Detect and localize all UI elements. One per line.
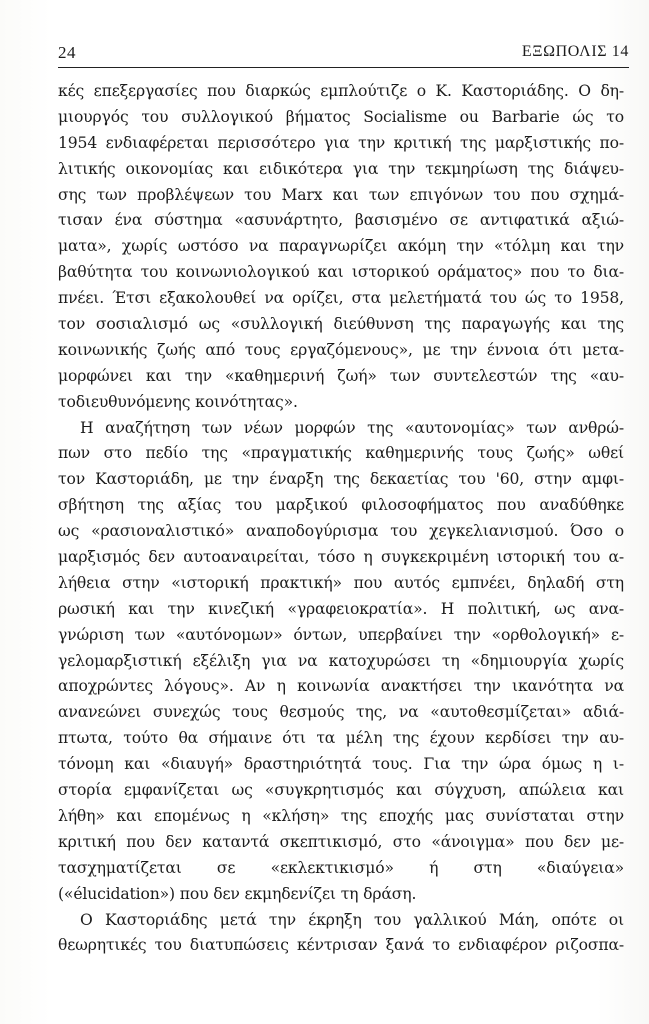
text-line: τόνομη και «διαυγή» δραστηριότητά τους. Για την ώρα όμως η ι- [58,755,624,774]
page-header [58,43,629,68]
text-line: ρωσική και την κινεζική «γραφειοκρατία». Η πολιτική, ως ανα- [58,599,624,618]
text-line: κές επεξεργασίες που διαρκώς εμπλούτιζε ο Κ. Καστοριάδης. Ο δη- [58,82,624,100]
text-line: τισαν ένα σύστημα «ασυνάρτητο, βασισμένο σε αντιφατικά αξιώ- [58,211,624,230]
text-line: σβήτηση της αξίας του μαρξικού φιλοσοφήματος που αναδύθηκε [58,496,624,515]
text-line: κοινωνικής ζωής από τους εργαζόμενους», με την έννοια ότι μετα- [58,340,624,359]
text-line: ματα», χωρίς ωστόσο να παραγνωρίζει ακόμη την «τόλμη και την [58,237,624,256]
page-number: 24 [58,43,76,62]
text-line: πνέει. Έτσι εξακολουθεί να ορίζει, στα μελετήματά του ώς το 1958, [58,289,624,308]
text-line: μορφώνει και την «καθημερινή ζωή» των συντελεστών της «αυ- [58,366,624,385]
text-line: κριτική που δεν καταντά σκεπτικισμό, στο «άνοιγμα» που δεν με- [58,832,624,851]
text-line: θεωρητικές του διατυπώσεις κέντρισαν ξανά το ενδιαφέρον ριζοσπα- [58,936,624,955]
text-line: βαθύτητα του κοινωνιολογικού και ιστορικού οράματος» που το δια- [58,263,624,282]
text-line: τον Καστοριάδη, με την έναρξη της δεκαετίας του '60, στην αμφι- [58,470,624,489]
text-line: γνώριση των «αυτόνομων» όντων, υπερβαίνει την «ορθολογική» ε- [58,625,624,644]
text-line: τον σοσιαλισμό ως «συλλογική διεύθυνση της παραγωγής και της [58,315,624,334]
text-line: πων στο πεδίο της «πραγματικής καθημερινής τους ζωής» ωθεί [58,444,624,463]
text-line: ανανεώνει συνεχώς τους θεσμούς της, να «αυτοθεσμίζεται» αδιά- [58,703,624,722]
text-line: μαρξισμός δεν αυτοαναιρείται, τόσο η συγκεκριμένη ιστορική του α- [58,548,624,567]
text-line: σης των προβλέψεων του Marx και των επιγόνων του που σχημά- [58,185,624,204]
paragraph [58,416,624,908]
text-line: γελομαρξιστική εξέλιξη για να κατοχυρώσει τη «δημιουργία χωρίς [58,651,624,670]
text-line: ως «ρασιοναλιστικό» αναποδογύρισμα του χεγκελιανισμού. Όσο ο [58,522,624,541]
text-line: Η αναζήτηση των νέων μορφών της «αυτονομίας» των ανθρώ- [80,418,624,437]
text-line: τοδιευθυνόμενης κοινότητας». [58,392,298,411]
text-line: αποχρώντες λόγους». Αν η κοινωνία ανακτήσει την ικανότητα να [58,677,624,696]
text-line: («élucidation») που δεν εκμηδενίζει τη δράση. [58,884,417,903]
body-text [58,79,624,959]
text-line: στορία εμφανίζεται ως «συγκρητισμός και σύγχυση, απώλεια και [58,781,624,800]
paragraph [58,79,624,416]
text-line: Ο Καστοριάδης μετά την έκρηξη του γαλλικού Μάη, οπότε οι [80,910,624,929]
text-line: τασχηματίζεται σε «εκλεκτικισμό» ή στη «διαύγεια» [58,858,624,877]
text-line: λήθη» και επομένως η «κλήση» της εποχής μας συνίσταται στην [58,806,624,825]
running-title: ΕΞΩΠΟΛΙΣ 14 [521,43,629,60]
text-line: λήθεια στην «ιστορική πρακτική» που αυτός εμπνέει, δηλαδή στη [58,573,624,592]
text-line: 1954 ενδιαφέρεται περισσότερο για την κριτική της μαρξιστικής πο- [58,133,624,152]
paragraph [58,908,624,960]
text-line: μιουργός του συλλογικού βήματος Socialisme ou Barbarie ώς το [58,107,624,126]
text-line: λιτικής οικονομίας και ειδικότερα για την τεκμηρίωση της διάψευ- [58,159,624,178]
text-line: πτωτα, τούτο θα σήμαινε ότι τα μέλη της έχουν κερδίσει την αυ- [58,729,624,748]
